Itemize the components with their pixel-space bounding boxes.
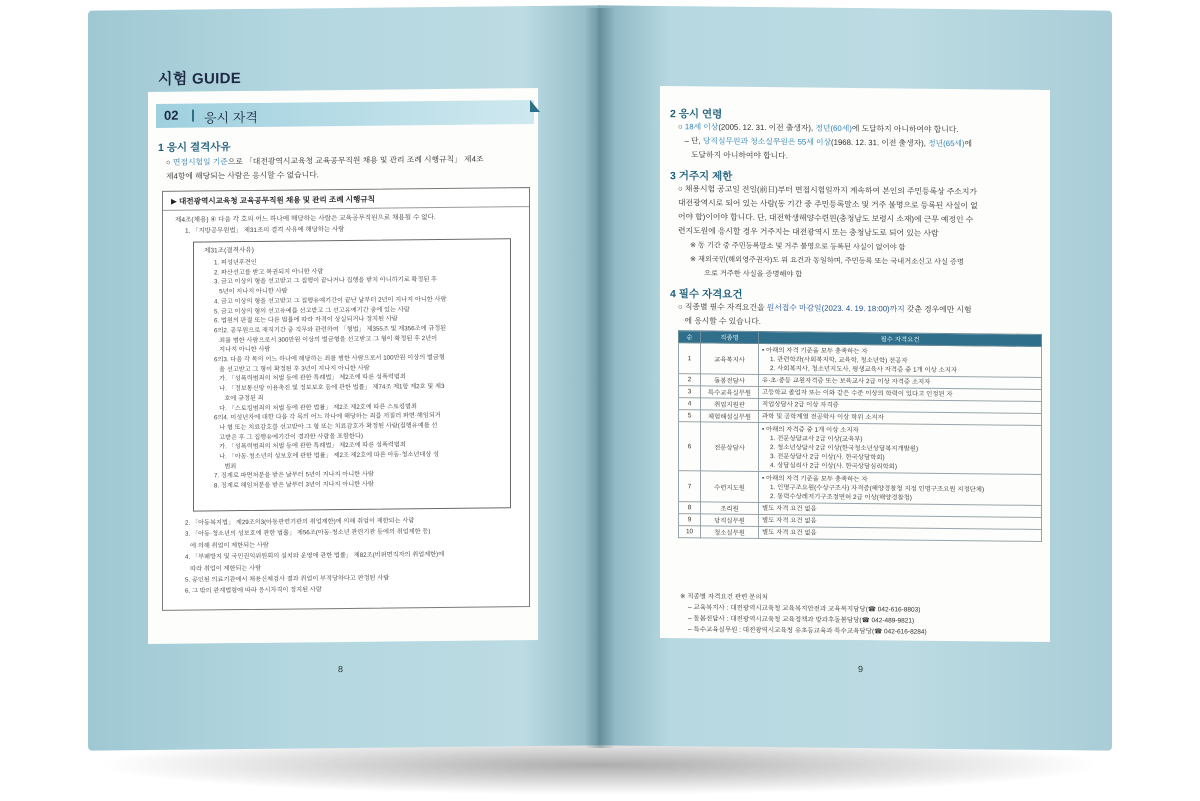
highlight-interview-date: 면접시험일 기준 bbox=[172, 157, 228, 167]
heading-requirements: 4 필수 자격요건 bbox=[670, 288, 743, 301]
requirement-line: 1. 인명구조요원(수상구조사) 자격증(해양경찰청 지정 인명구조요원 지정단체) bbox=[770, 483, 985, 493]
requirement-line: 1. 전문상담교사 2급 이상(교육부) bbox=[770, 434, 863, 443]
cell-no: 8 bbox=[679, 502, 701, 514]
cell-no: 4 bbox=[679, 398, 701, 410]
cell-no: 2 bbox=[679, 374, 701, 386]
list-item: 4. 금고 이상의 형을 선고받고 그 집행유예기간이 끝난 날부터 2년이 지나지 아니한 사람 bbox=[214, 295, 447, 306]
residence-note-1: ※ 동 기간 중 주민등록말소 및 거주 불명으로 등록된 사실이 없어야 함 bbox=[690, 240, 906, 252]
col-no: 순 bbox=[679, 331, 701, 343]
right-page bbox=[598, 5, 1112, 750]
list-item: 다. 「스토킹범죄의 처벌 등에 관한 법률」 제2조 제2호에 따른 스토킹범죄 bbox=[214, 402, 417, 412]
list-item: 6의2. 공무원으로 재직기간 중 직무와 관련하여 「형법」 제355조 및 제356조에 규정된 bbox=[214, 324, 447, 335]
cell-no: 6 bbox=[679, 422, 701, 471]
cell-no: 1 bbox=[679, 343, 701, 374]
article-4: 제4조(채용) ④ 다음 각 호의 어느 하나에 해당하는 사람은 교육공무직원으로 채용될 수 없다. bbox=[175, 214, 436, 224]
cell-requirement bbox=[759, 526, 1042, 541]
contact-info bbox=[680, 591, 1050, 639]
list-item: 죄를 범한 사람으로서 300만원 이상의 벌금형을 선고받고 그 형이 확정된 후 2년이 bbox=[214, 334, 438, 344]
right-sheet bbox=[660, 86, 1050, 642]
cell-requirement bbox=[759, 343, 1042, 377]
page-number: 9 bbox=[858, 664, 864, 675]
list-item: 범죄 bbox=[214, 462, 237, 471]
cell-requirement bbox=[759, 422, 1042, 474]
cell-job: 교육복지사 bbox=[701, 343, 759, 375]
page-number: 8 bbox=[338, 664, 344, 675]
table-row bbox=[679, 422, 1042, 475]
cell-job: 체험해설실무원 bbox=[701, 410, 759, 423]
highlight-age-min: 18세 이상 bbox=[684, 122, 719, 132]
requirement-line: 별도 자격 요건 없음 bbox=[762, 517, 817, 525]
list-item: 을 선고받고 그 형이 확정된 후 3년이 지나지 아니한 사람 bbox=[214, 364, 370, 374]
disqualification-text bbox=[166, 152, 536, 184]
text: 에 bbox=[964, 139, 973, 149]
brand-title: 시험 GUIDE bbox=[158, 70, 242, 88]
cell-job: 취업지원관 bbox=[701, 398, 759, 411]
regulation-box bbox=[162, 187, 530, 611]
list-item: 6. 법원의 판결 또는 다른 법률에 따라 자격이 상실되거나 정지된 사람 bbox=[214, 315, 398, 325]
section-divider bbox=[192, 110, 194, 122]
cell-no: 7 bbox=[679, 471, 701, 502]
cell-no: 10 bbox=[679, 526, 701, 538]
age-text bbox=[678, 120, 1050, 166]
cell-job: 수련지도원 bbox=[701, 471, 759, 503]
list-item: 에 의해 취업이 제한되는 사람 bbox=[185, 541, 269, 550]
requirement-line: 2. 사회복지사, 청소년지도사, 평생교육사 자격증 중 1개 이상 소지자 bbox=[770, 364, 958, 374]
cell-requirement bbox=[759, 471, 1042, 505]
highlight-retirement-65: 정년(65세) bbox=[928, 138, 965, 149]
requirement-line: 2. 동력수상레저기구조정면허 2급 이상(해양경찰청) bbox=[770, 492, 912, 502]
article-4-item1: 1. 「지방공무원법」 제31조의 결격 사유에 해당하는 사람 bbox=[185, 225, 345, 235]
residence-line: 련지도원에 응시할 경우 거주지는 대전광역시 또는 충청남도로 되어 있는 사람 bbox=[678, 226, 939, 238]
requirements-table bbox=[678, 330, 1042, 542]
list-item: 따라 취업이 제한되는 사람 bbox=[185, 564, 262, 573]
requirements-text bbox=[678, 300, 1050, 332]
list-item: 지나지 아니한 사람 bbox=[214, 346, 271, 354]
left-page bbox=[88, 5, 600, 750]
list-item: 고받은 후 그 집행유예기간이 경과한 사람을 포함한다) bbox=[214, 432, 364, 442]
residence-note-3: 으로 거주한 사실을 증명해야 함 bbox=[704, 268, 803, 279]
list-item: 3. 「아동·청소년의 성보호에 관한 법률」 제56조(아동·청소년 관련기관 등에의 취업제한 등) bbox=[185, 528, 431, 539]
contact-line: – 교육복지사 : 대전광역시교육청 교육복지안전과 교육복지담당(☎ 042-616-8803) bbox=[688, 604, 921, 614]
text: 으로 「대전광역시교육청 교육공무직원 채용 및 관리 조례 시행규칙」 제4조 bbox=[227, 154, 484, 167]
list-item: 5. 공인된 의료기관에서 채용신체검사 결과 취업이 부적당하다고 판정된 사람 bbox=[185, 574, 390, 584]
requirement-line: 3. 전문상담사 2급 이상(사. 한국상담학회) bbox=[770, 452, 885, 461]
text: ○ 직종별 필수 자격요건을 bbox=[678, 302, 767, 313]
regulation-title: ▶ 대전광역시교육청 교육공무직원 채용 및 관리 조례 시행규칙 bbox=[171, 194, 375, 206]
divider bbox=[163, 206, 529, 211]
residence-note-2: ※ 재외국민(해외영주권자)도 위 요건과 동일하며, 주민등록 또는 국내거소신고 사실 증명 bbox=[690, 254, 964, 267]
list-item: 6. 그 밖의 관계법령에 따라 응시자격이 정지된 사람 bbox=[185, 586, 322, 596]
requirement-line: 1. 관련학과(사회복지학, 교육학, 청소년학) 전공자 bbox=[770, 355, 908, 365]
requirement-line: 4. 상담심리사 2급 이상(사. 한국상담심리학회) bbox=[770, 461, 897, 470]
contact-line: – 돌봄전담사 : 대전광역시교육청 교육정책과 방과후돌봄담당(☎ 042-489-9821) bbox=[688, 615, 915, 625]
section-number: 02 bbox=[164, 107, 179, 123]
requirement-line: 2. 청소년상담사 2급 이상(한국청소년상담복지개발원) bbox=[770, 443, 919, 453]
text: 제4항에 해당되는 사람은 응시할 수 없습니다. bbox=[166, 170, 319, 181]
list-item: 나 형 또는 치료감호를 선고받아 그 형 또는 치료감호가 확정된 사람(집행유예를 선 bbox=[214, 421, 438, 432]
text: 에 응시할 수 있습니다. bbox=[684, 316, 761, 327]
table-row bbox=[679, 471, 1042, 506]
cell-job: 당직실무원 bbox=[701, 514, 759, 527]
heading-residence: 3 거주지 제한 bbox=[670, 170, 733, 183]
list-item: 3. 금고 이상의 형을 선고받고 그 집행이 끝나거나 집행을 받지 아니하기로 확정된 후 bbox=[214, 276, 438, 286]
cell-no: 5 bbox=[679, 410, 701, 422]
bullet: ○ bbox=[166, 157, 173, 167]
cell-job: 돌봄전담사 bbox=[701, 374, 759, 387]
requirement-line: 별도 자격 요건 없음 bbox=[762, 505, 817, 513]
cell-job: 특수교육실무원 bbox=[701, 386, 759, 399]
article-31-box bbox=[193, 238, 511, 511]
heading-age: 2 응시 연령 bbox=[670, 108, 723, 121]
list-item: 가. 「성폭력범죄의 처벌 등에 관한 특례법」 제2조에 따른 성폭력범죄 bbox=[214, 441, 406, 451]
article-31-list bbox=[214, 255, 510, 491]
list-item: 가. 「성폭력범죄의 처벌 등에 관한 특례법」 제2조에 따른 성폭력범죄 bbox=[214, 373, 406, 383]
residence-text bbox=[678, 182, 1050, 242]
residence-line: 대전광역시로 되어 있는 사람(동 기간 중 주민등록말소 및 거주 불명으로 등록된 사실이 없 bbox=[678, 198, 978, 211]
col-job: 직종명 bbox=[701, 331, 759, 344]
cell-job: 청소실무원 bbox=[701, 526, 759, 539]
cell-no: 3 bbox=[679, 386, 701, 398]
list-item: 2. 「아동복지법」 제29조의3(아동관련기관의 취업제한)에 의해 취업이 제한되는 사람 bbox=[185, 517, 415, 527]
list-item: 2. 파산선고를 받고 복권되지 아니한 사람 bbox=[214, 267, 324, 277]
requirement-line: 별도 자격 요건 없음 bbox=[762, 529, 817, 537]
table-row bbox=[679, 526, 1042, 542]
book-gutter bbox=[585, 8, 615, 748]
residence-line: ○ 채용시험 공고일 전일(前日)부터 면접시험일까지 계속하여 본인의 주민등록상 주소지가 bbox=[678, 184, 977, 197]
list-item: 6의3. 다음 각 목의 어느 하나에 해당하는 죄를 범한 사람으로서 100만원 이상의 벌금형 bbox=[214, 353, 445, 364]
requirement-line: • 아래의 자격 기준을 모두 충족하는 자 bbox=[762, 474, 868, 483]
text: (1968. 12. 31. 이전 출생자), bbox=[831, 137, 929, 148]
list-item: 나. 「정보통신망 이용촉진 및 정보보호 등에 관한 법률」 제74조 제1항 제2호 및 제3 bbox=[214, 383, 445, 393]
cell-no: 9 bbox=[679, 514, 701, 526]
list-item: 4. 「부패방지 및 국민권익위원회의 설치와 운영에 관한 법률」 제82조(비위면직자의 취업제한)에 bbox=[185, 551, 445, 561]
residence-line: 어야 함)이어야 합니다. 단, 대전학생해양수련원(충청남도 보령시 소재)에 근무 예정인 수 bbox=[678, 212, 974, 225]
requirement-line: • 아래의 자격증 중 1개 이상 소지자 bbox=[762, 425, 859, 434]
list-item: 6의4. 미성년자에 대한 다음 각 목의 어느 하나에 해당하는 죄를 저질러 파면·해임되거 bbox=[214, 412, 441, 422]
text: 도달하지 아니하여야 합니다. bbox=[691, 150, 788, 161]
list-item: 8. 징계로 해임처분을 받은 날부터 3년이 지나지 아니한 사람 bbox=[214, 480, 374, 490]
list-item: 5년이 지나지 아니한 사람 bbox=[214, 287, 288, 296]
text: 에 도달하지 아니하여야 합니다. bbox=[851, 123, 959, 135]
requirement-line: 과학 및 공학계열 전공학사 이상 학위 소지자 bbox=[762, 413, 884, 422]
requirement-line: • 아래의 자격 기준을 모두 충족하는 자 bbox=[762, 346, 868, 355]
requirement-line: 직업상담사 2급 이상 자격증 bbox=[762, 401, 839, 409]
list-item: 1. 피성년후견인 bbox=[214, 258, 257, 267]
requirement-line: 고등학교 졸업자 또는 이와 같은 수준 이상의 학력이 있다고 인정된 자 bbox=[762, 389, 953, 399]
section-header bbox=[156, 100, 534, 128]
list-item: 7. 징계로 파면처분을 받은 날부터 5년이 지나지 아니한 사람 bbox=[214, 471, 374, 480]
table-row bbox=[679, 343, 1042, 378]
col-requirement: 필수 자격요건 bbox=[759, 331, 1042, 346]
cell-job: 조리원 bbox=[701, 502, 759, 515]
requirement-line: 유·초·중등 교원자격증 또는 보육교사 2급 이상 자격증 소지자 bbox=[762, 377, 931, 386]
corner-triangle-icon bbox=[530, 100, 540, 112]
highlight-deadline: 원서접수 마감일(2023. 4. 19. 18:00)까지 bbox=[766, 303, 905, 314]
bullet: ○ bbox=[678, 122, 685, 132]
list-item: 호에 규정된 죄 bbox=[214, 394, 264, 403]
list-item: 나. 「아동·청소년의 성보호에 관한 법률」 제2조 제2호에 따른 아동·청소년대상 성 bbox=[214, 451, 440, 461]
dash: – 단, bbox=[684, 136, 703, 146]
left-sheet bbox=[148, 88, 538, 644]
list-item: 5. 금고 이상의 형의 선고유예를 선고받고 그 선고유예기간 중에 있는 사람 bbox=[214, 305, 410, 315]
heading-disqualification: 1 응시 결격사유 bbox=[158, 141, 231, 154]
text: (2005. 12. 31. 이전 출생자), bbox=[718, 122, 816, 133]
highlight-retirement: 정년(60세) bbox=[815, 123, 852, 133]
contact-title: ※ 직종별 자격요건 관련 문의처 bbox=[680, 593, 769, 602]
cell-job: 전문상담사 bbox=[701, 422, 759, 472]
article-4-items bbox=[185, 514, 525, 597]
contact-line: – 특수교육실무원 : 대전광역시교육청 유초등교육과 특수교육담당(☎ 042-616-8284) bbox=[688, 626, 927, 636]
text: 갖춘 경우에만 시험 bbox=[904, 304, 972, 315]
article-31-title: 제31조(결격사유) bbox=[204, 246, 254, 255]
section-title: 응시 자격 bbox=[204, 109, 258, 126]
highlight-duty-staff: 당직실무원과 청소실무원은 55세 이상 bbox=[702, 136, 832, 147]
